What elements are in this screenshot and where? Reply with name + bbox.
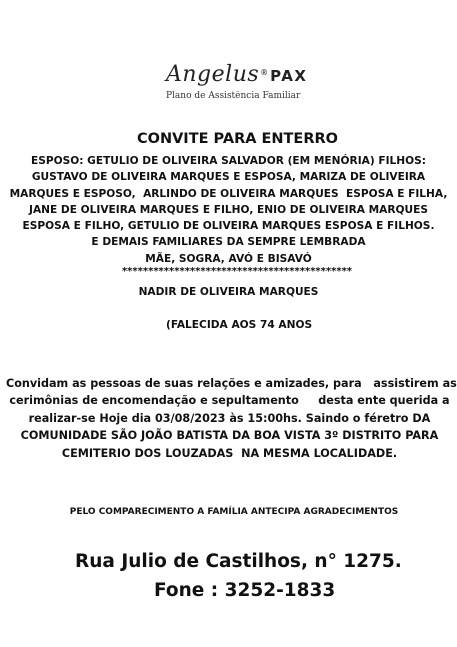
page-title: CONVITE PARA ENTERRO: [136, 131, 338, 147]
registered-mark: ®: [260, 67, 269, 77]
phone-number: Fone : 3252-1833: [154, 580, 336, 601]
logo-tagline: Plano de Assistência Familiar: [166, 91, 301, 100]
logo: [0, 58, 457, 106]
invitation-line: COMUNIDADE SÃO JOÃO BATISTA DA BOA VISTA 3º DISTRITO PARA: [20, 429, 439, 443]
family-line: E DEMAIS FAMILIARES DA SEMPRE LEMBRADA: [91, 236, 366, 249]
logo-script-text: Angelus: [166, 62, 260, 87]
acknowledgement: PELO COMPARECIMENTO A FAMÍLIA ANTECIPA AGRADECIMENTOS: [69, 507, 399, 517]
family-line: ESPOSA E FILHO, GETULIO DE OLIVEIRA MARQUES ESPOSA E FILHOS.: [22, 220, 435, 233]
invitation-line: CEMITERIO DOS LOUZADAS NA MESMA LOCALIDADE.: [61, 446, 398, 460]
family-line: GUSTAVO DE OLIVEIRA MARQUES E ESPOSA, MARIZA DE OLIVEIRA: [31, 171, 426, 184]
family-list: [0, 153, 457, 267]
death-age: (FALECIDA AOS 74 ANOS: [166, 319, 313, 331]
separator: ********************************************: [121, 266, 353, 277]
family-line: MARQUES E ESPOSO, ARLINDO DE OLIVEIRA MARQUES ESPOSA E FILHA,: [9, 187, 448, 200]
invitation-text: [6, 375, 457, 462]
invitation-line: Convidam as pessoas de suas relações e amizades, para assistirem as: [6, 377, 457, 390]
deceased-name: NADIR DE OLIVEIRA MARQUES: [138, 286, 319, 298]
family-line: MÃE, SOGRA, AVÓ E BISAVÓ: [145, 252, 312, 265]
family-line: JANE DE OLIVEIRA MARQUES E FILHO, ENIO DE OLIVEIRA MARQUES: [29, 203, 428, 216]
invitation-line: cerimônias de encomendação e sepultamento desta ente querida a: [9, 394, 450, 408]
family-line: ESPOSO: GETULIO DE OLIVEIRA SALVADOR (EM MENÓRIA) FILHOS:: [30, 155, 427, 167]
address: Rua Julio de Castilhos, n° 1275.: [75, 551, 402, 572]
invitation-line: realizar-se Hoje dia 03/08/2023 às 15:00hs. Saindo o féretro DA: [28, 411, 431, 425]
logo-brand-text: PAX: [270, 67, 308, 85]
logo-wordmark: [166, 62, 307, 87]
